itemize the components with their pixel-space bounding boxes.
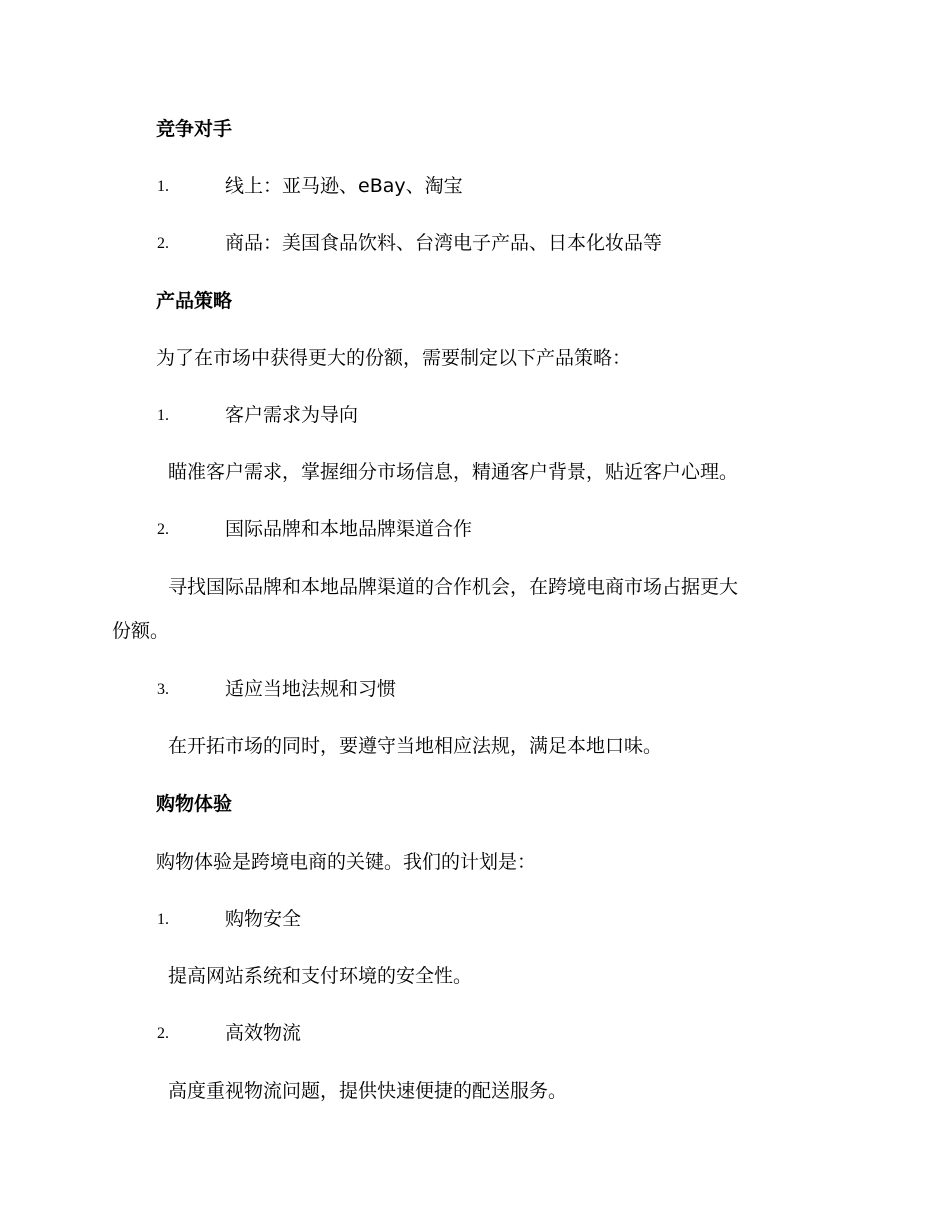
list-item: 适应当地法规和习惯 xyxy=(225,678,397,700)
list-item-description: 提高网站系统和支付环境的安全性。 xyxy=(168,965,473,987)
list-item: 购物安全 xyxy=(225,908,302,930)
section-heading-product-strategy: 产品策略 xyxy=(156,290,233,312)
list-item: 线上：亚马逊、eBay、淘宝 xyxy=(225,175,463,197)
list-item-description: 瞄准客户需求，掌握细分市场信息，精通客户背景，贴近客户心理。 xyxy=(168,461,739,483)
list-item: 国际品牌和本地品牌渠道合作 xyxy=(225,518,473,540)
list-number: 1. xyxy=(157,178,169,195)
list-number: 1. xyxy=(157,911,169,928)
list-item: 商品：美国食品饮料、台湾电子产品、日本化妆品等 xyxy=(225,232,663,254)
list-item-description: 在开拓市场的同时，要遵守当地相应法规，满足本地口味。 xyxy=(168,735,663,757)
list-number: 2. xyxy=(157,521,169,538)
list-item: 高效物流 xyxy=(225,1022,302,1044)
section-intro: 购物体验是跨境电商的关键。我们的计划是： xyxy=(156,851,537,873)
section-heading-shopping-experience: 购物体验 xyxy=(156,793,233,815)
list-item: 客户需求为导向 xyxy=(225,404,359,426)
list-number: 3. xyxy=(157,681,169,698)
list-number: 2. xyxy=(157,1025,169,1042)
list-item-description-continuation: 份额。 xyxy=(112,620,170,642)
list-number: 1. xyxy=(157,407,169,424)
list-item-description: 高度重视物流问题，提供快速便捷的配送服务。 xyxy=(168,1080,568,1102)
list-number: 2. xyxy=(157,235,169,252)
list-item-description: 寻找国际品牌和本地品牌渠道的合作机会，在跨境电商市场占据更大 xyxy=(168,576,739,598)
section-heading-competitors: 竞争对手 xyxy=(156,118,233,140)
section-intro: 为了在市场中获得更大的份额，需要制定以下产品策略： xyxy=(156,347,632,369)
